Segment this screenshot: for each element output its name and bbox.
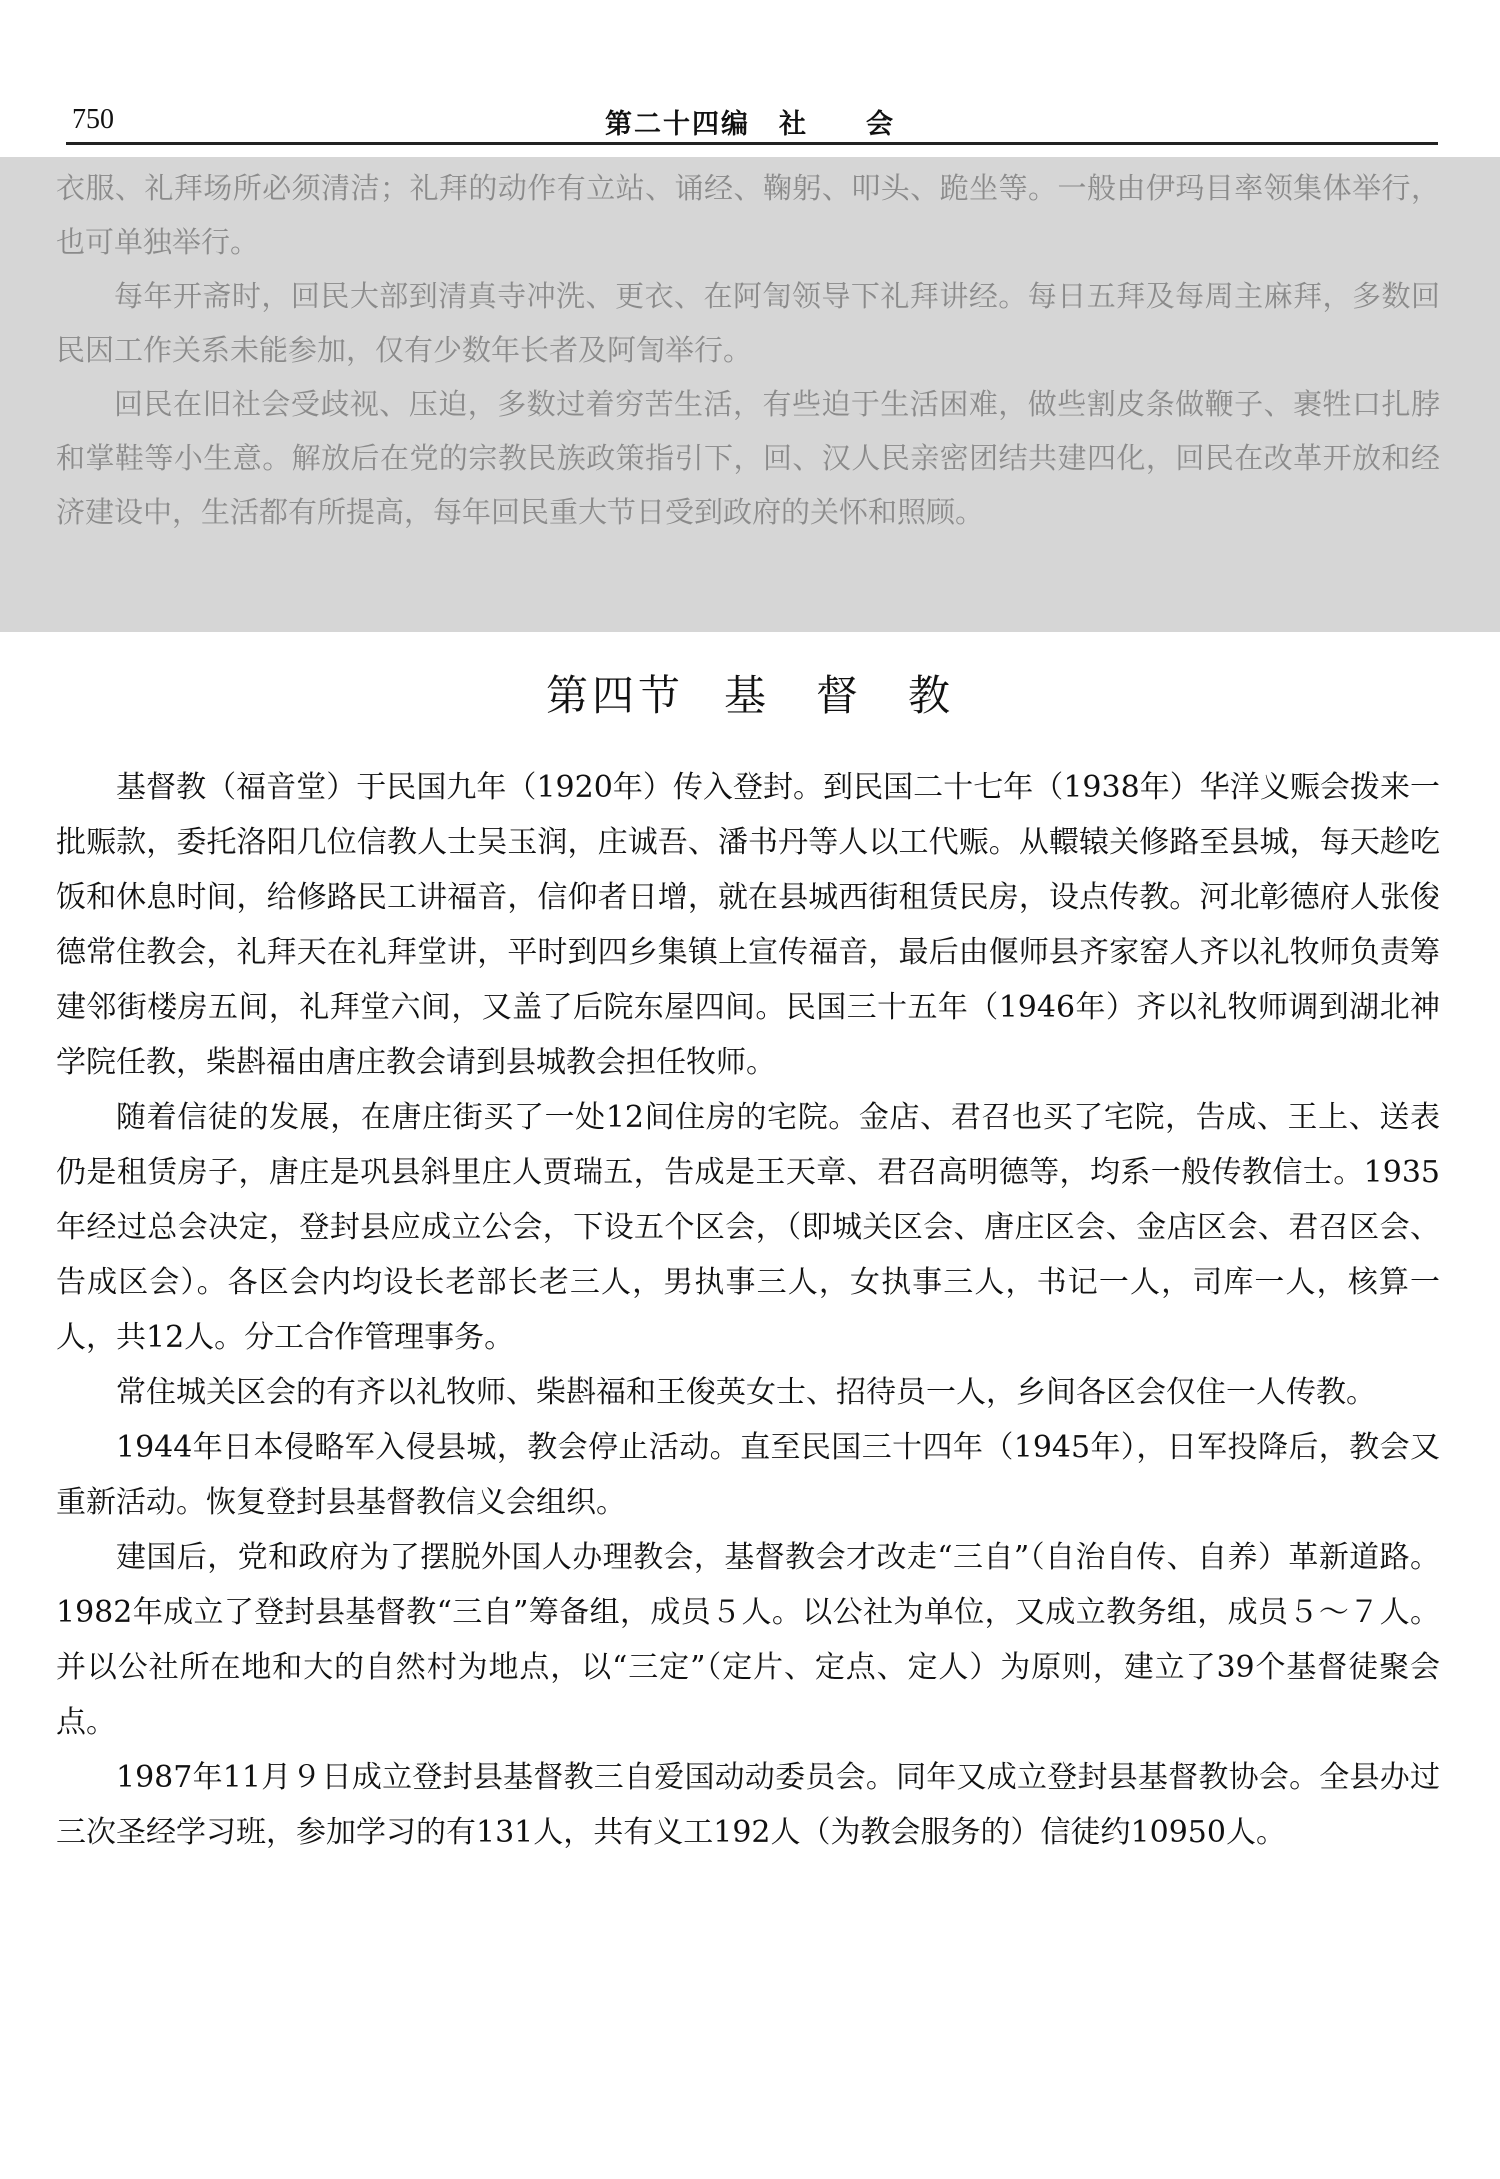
body-paragraph: 基督教（福音堂）于民国九年（1920年）传入登封。到民国二十七年（1938年）华洋义赈会拨来一批赈款，委托洛阳几位信教人士吴玉润，庄诚吾、潘书丹等人以工代赈。从轘辕关修路至县城，每天趁吃饭和休息时间，给修路民工讲福音，信仰者日增，就在县城西街租赁民房，设点传教。河北彰德府人张俊德常住教会，礼拜天在礼拜堂讲，平时到四乡集镇上宣传福音，最后由偃师县齐家窑人齐以礼牧师负责筹建邻街楼房五间，礼拜堂六间，又盖了后院东屋四间。民国三十五年（1946年）齐以礼牧师调到湖北神学院任教，柴斟福由唐庄教会请到县城教会担任牧师。: [56, 770, 1440, 1080]
section-number: 第四节: [545, 671, 684, 720]
header-rule: [66, 142, 1438, 145]
running-head: 第二十四编 社 会: [605, 109, 895, 140]
shaded-paragraph: 每年开斋时，回民大部到清真寺冲洗、更衣、在阿訇领导下礼拜讲经。每日五拜及每周主麻拜，多数回民因工作关系未能参加，仅有少数年长者及阿訇举行。: [56, 279, 1440, 367]
section-title: [0, 663, 1500, 723]
body-paragraph: 常住城关区会的有齐以礼牧师、柴斟福和王俊英女士、招待员一人，乡间各区会仅住一人传教。: [116, 1375, 1376, 1410]
shaded-text-block: [56, 161, 1440, 539]
body-paragraph: 随着信徒的发展，在唐庄街买了一处12间住房的宅院。金店、君召也买了宅院，告成、王上、送表仍是租赁房子，唐庄是巩县斜里庄人贾瑞五，告成是王天章、君召高明德等，均系一般传教信士。1935年经过总会决定，登封县应成立公会，下设五个区会，（即城关区会、唐庄区会、金店区会、君召区会、告成区会）。各区会内均设长老部长老三人，男执事三人，女执事三人，书记一人，司库一人，核算一人，共12人。分工合作管理事务。: [56, 1100, 1440, 1355]
body-text-block: [56, 760, 1440, 1860]
body-paragraph: 1987年11月９日成立登封县基督教三自爱国动动委员会。同年又成立登封县基督教协会。全县办过三次圣经学习班，参加学习的有131人，共有义工192人（为教会服务的）信徒约10950人。: [56, 1760, 1440, 1850]
section-heading: 基 督 教: [724, 671, 955, 720]
shaded-paragraph: 衣服、礼拜场所必须清洁；礼拜的动作有立站、诵经、鞠躬、叩头、跪坐等。一般由伊玛目率领集体举行，也可单独举行。: [56, 171, 1440, 259]
body-paragraph: 1944年日本侵略军入侵县城，教会停止活动。直至民国三十四年（1945年），日军投降后，教会又重新活动。恢复登封县基督教信义会组织。: [56, 1430, 1440, 1520]
page-number: 750: [72, 104, 114, 135]
shaded-paragraph: 回民在旧社会受歧视、压迫，多数过着穷苦生活，有些迫于生活困难，做些割皮条做鞭子、裹牲口扎脖和掌鞋等小生意。解放后在党的宗教民族政策指引下，回、汉人民亲密团结共建四化，回民在改革开放和经济建设中，生活都有所提高，每年回民重大节日受到政府的关怀和照顾。: [56, 387, 1440, 529]
body-paragraph: 建国后，党和政府为了摆脱外国人办理教会，基督教会才改走“三自”（自治自传、自养）革新道路。1982年成立了登封县基督教“三自”筹备组，成员５人。以公社为单位，又成立教务组，成员５～７人。并以公社所在地和大的自然村为地点，以“三定”（定片、定点、定人）为原则，建立了39个基督徒聚会点。: [56, 1540, 1440, 1740]
